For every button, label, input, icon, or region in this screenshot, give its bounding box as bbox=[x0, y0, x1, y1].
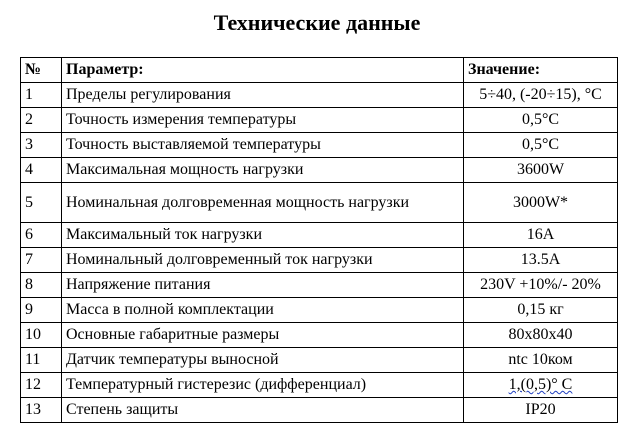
table-row bbox=[21, 108, 618, 133]
row-value: 0,5°С bbox=[464, 108, 618, 133]
header-value: Значение: bbox=[464, 58, 618, 83]
row-value: 16A bbox=[464, 223, 618, 248]
row-number: 8 bbox=[21, 273, 62, 298]
table-row bbox=[21, 248, 618, 273]
row-parameter: Основные габаритные размеры bbox=[62, 323, 464, 348]
row-number: 10 bbox=[21, 323, 62, 348]
row-value: ntc 10ком bbox=[464, 348, 618, 373]
table-row bbox=[21, 348, 618, 373]
row-value: 0,15 кг bbox=[464, 298, 618, 323]
table-row bbox=[21, 373, 618, 398]
row-value: 230V +10%/- 20% bbox=[464, 273, 618, 298]
table-row bbox=[21, 133, 618, 158]
row-number: 4 bbox=[21, 158, 62, 183]
row-parameter: Масса в полной комплектации bbox=[62, 298, 464, 323]
row-value: 0,5°С bbox=[464, 133, 618, 158]
page-title: Технические данные bbox=[213, 10, 421, 35]
row-number: 12 bbox=[21, 373, 62, 398]
row-value-text: 1,(0,5)° С bbox=[508, 376, 573, 393]
row-parameter: Номинальная долговременная мощность нагрузки bbox=[62, 183, 464, 223]
row-value: 5÷40, (-20÷15), °С bbox=[464, 83, 618, 108]
row-number: 13 bbox=[21, 398, 62, 423]
row-value: IP20 bbox=[464, 398, 618, 423]
row-parameter: Максимальный ток нагрузки bbox=[62, 223, 464, 248]
table-row bbox=[21, 83, 618, 108]
row-parameter: Точность выставляемой температуры bbox=[62, 133, 464, 158]
row-number: 9 bbox=[21, 298, 62, 323]
row-parameter: Датчик температуры выносной bbox=[62, 348, 464, 373]
header-number: № bbox=[21, 58, 62, 83]
row-number: 1 bbox=[21, 83, 62, 108]
row-parameter: Максимальная мощность нагрузки bbox=[62, 158, 464, 183]
row-parameter: Точность измерения температуры bbox=[62, 108, 464, 133]
table-row bbox=[21, 183, 618, 223]
table-row bbox=[21, 273, 618, 298]
table-row bbox=[21, 398, 618, 423]
row-number: 7 bbox=[21, 248, 62, 273]
table-row bbox=[21, 323, 618, 348]
table-header-row bbox=[21, 58, 618, 83]
row-parameter: Номинальный долговременный ток нагрузки bbox=[62, 248, 464, 273]
row-value: 80х80х40 bbox=[464, 323, 618, 348]
row-number: 2 bbox=[21, 108, 62, 133]
row-number: 5 bbox=[21, 183, 62, 223]
table-row bbox=[21, 158, 618, 183]
table-row bbox=[21, 298, 618, 323]
header-parameter: Параметр: bbox=[62, 58, 464, 83]
specifications-table bbox=[20, 57, 618, 423]
row-value: 13.5A bbox=[464, 248, 618, 273]
row-value: 3000W* bbox=[464, 183, 618, 223]
row-number: 6 bbox=[21, 223, 62, 248]
row-parameter: Пределы регулирования bbox=[62, 83, 464, 108]
row-number: 3 bbox=[21, 133, 62, 158]
row-parameter: Температурный гистерезис (дифференциал) bbox=[62, 373, 464, 398]
row-value: 3600W bbox=[464, 158, 618, 183]
table-row bbox=[21, 223, 618, 248]
row-number: 11 bbox=[21, 348, 62, 373]
row-parameter: Степень защиты bbox=[62, 398, 464, 423]
row-value bbox=[464, 373, 618, 398]
row-parameter: Напряжение питания bbox=[62, 273, 464, 298]
